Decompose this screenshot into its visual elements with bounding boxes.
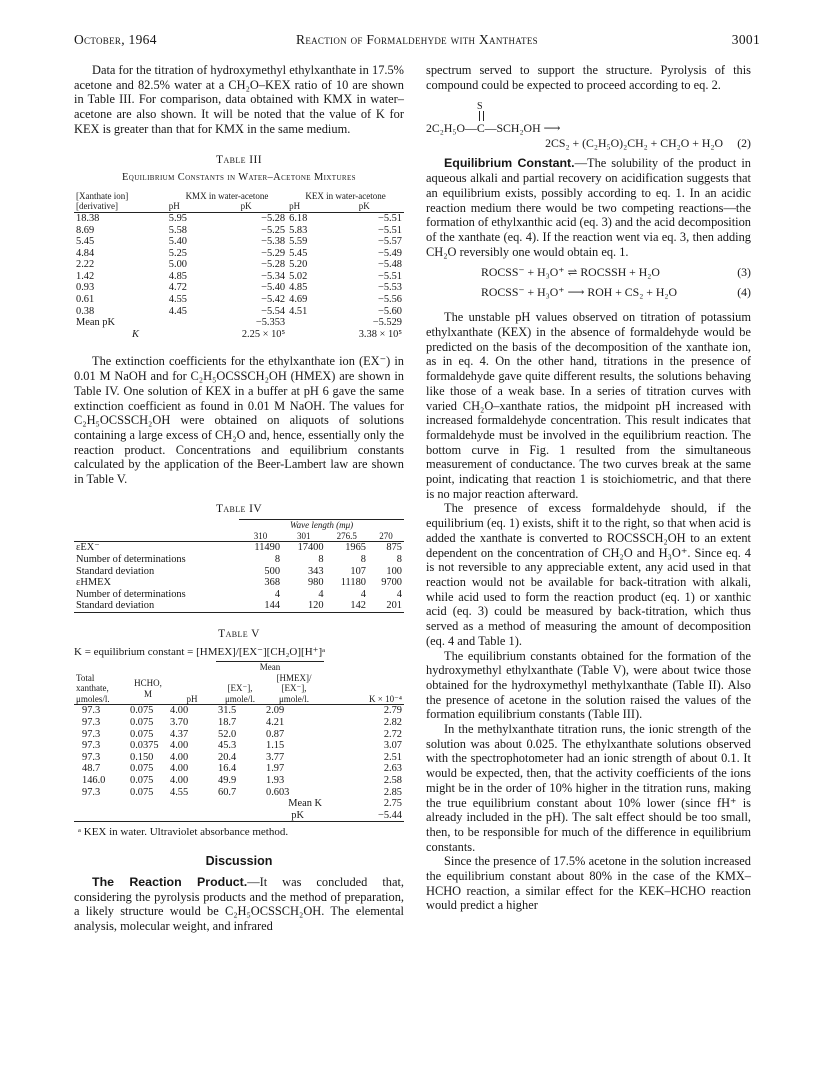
table-3-cell: −5.57 [377,236,402,248]
equation-2 [426,100,751,152]
table-5-cell: 0.603 [266,786,290,798]
table-3-cell: 5.58 [168,224,187,236]
table-3-cell: 5.02 [289,270,308,282]
table-5-meank: 2.75 [383,798,402,810]
table-4-cell: 9700 [381,577,402,589]
table-5-cell: 97.3 [82,728,101,740]
table-5-cell: 0.87 [266,728,285,740]
table-5-grid [74,661,404,822]
table-5 [74,627,404,840]
equation-2-line2: 2CS₂ + (C₂H₅O)₂CH₂ + CH₂O + H₂O [545,136,723,151]
table-5-cell: 1.97 [266,763,285,775]
table-3-cell: −5.28 [261,212,286,224]
table-5-cell: 2.58 [383,775,402,787]
table-5-cell: 2.82 [383,717,402,729]
table-4-wavelength-head: Wave length (mμ) [239,520,404,531]
table-3-kex-head: KEX in water-acetone [305,190,386,201]
table-5-row [74,717,404,729]
table-4-title: Table IV [215,502,263,515]
table-3-cell: −5.34 [261,270,286,282]
equilibrium-text: —The solubility of the product in aqueous alkali and partial recovery on acidification suggests that an equilibrium exists, possibly according to eq. 1. In an acidic reaction medium there would be two competing reactions—the formation of ethylxanthic acid (eq. 3) and the acid decomposition of the xanthate (eq. 4). If the reaction went via eq. 3, then adding CH₂O reversibly one would obtain eq. 1. [426,156,751,259]
table-5-ex-head: [EX⁻], μmole/l. [224,683,256,704]
table-5-cell: 97.3 [82,740,101,752]
table-3-cell: −5.54 [261,305,286,317]
table-3-cell: 4.85 [168,270,187,282]
table-3-cell: 5.45 [76,236,95,248]
equation-4 [426,285,751,301]
table-4-row [74,600,404,612]
table-3-title: Table III [216,153,262,166]
table-5-definition: K = equilibrium constant = [HMEX]/[EX⁻][CH₂O][H⁺]ᵃ [74,645,326,658]
table-4-row [74,542,404,554]
table-5-cell: 45.3 [218,740,237,752]
paragraph-extinction: The extinction coefficients for the ethylxanthate ion (EX⁻) in 0.01 M NaOH and for C₂H₅OCSSCH₂OH (HMEX) are shown in Table IV. One solution of KEX in a buffer at pH 6 gave the same extinction coefficient as found in 0.01 M NaOH. The values for C₂H₅OCSSCH₂OH were obtained on aliquots of solutions containing a large excess of CH₂O and, hence, essentially only the reaction product. Concentrations and equilibrium constants calculated by the application of the Beer-Lambert law are shown in Table V. [74,354,404,487]
table-3-derivative-head: [derivative] [76,201,118,212]
table-3-row [74,306,404,318]
table-4-row [74,554,404,566]
table-3-cell: −5.42 [261,294,286,306]
table-5-cell: 2.85 [383,786,402,798]
table-5-row [74,705,404,717]
table-4-cell: 500 [264,565,281,577]
table-4-cell: 8 [318,554,324,566]
table-3-cell: 5.95 [168,212,187,224]
discussion-heading: Discussion [205,854,273,869]
table-4-cell: 343 [307,565,324,577]
table-3-cell: 4.69 [289,294,308,306]
table-3-cell: 2.22 [76,259,95,271]
table-3-k-kex: 3.38 × 10⁵ [358,328,402,340]
table-5-cell: 97.3 [82,751,101,763]
table-3-row [74,248,404,260]
table-3-row [74,212,404,224]
table-4-cell: 8 [396,554,402,566]
paragraph-reaction-product [74,875,404,934]
reaction-product-run-in: The Reaction Product. [92,874,248,889]
paragraph-unstable-ph: The unstable pH values observed on titration of potassium ethylxanthate (KEX) in the absence of formaldehyde would be predicted on the basis of the decomposition of the xanthate ion, as in eq. 4. On the other hand, titrations in the presence of formaldehyde gave quite different results, the solutions behaving like those of a weak base. In a series of titration curves with varied CH₂O–xanthate ratios, the midpoint pH increased with increased formaldehyde concentration. This result indicates that formaldehyde must be involved in the equilibrium reaction. The bottom curve in Fig. 1 resulted from the simultaneous measurement of conductance. The two curves break at the same point, indicating that reaction 1 is stoichiometric, and that there is no major reaction afterward. [426,310,751,501]
table-5-cell: 0.075 [130,786,154,798]
table-3-cell: 5.83 [289,224,308,236]
left-column [74,63,404,934]
table-3-mean-label: Mean pK [76,317,115,329]
table-3-cell: 4.55 [168,294,187,306]
table-5-pk: −5.44 [377,809,402,821]
table-4-cell: 8 [274,554,281,566]
table-5-cell: 146.0 [82,775,106,787]
table-4-cell: 107 [350,565,366,577]
table-5-row [74,752,404,764]
table-5-cell: 4.21 [266,717,285,729]
table-4-cell: 4 [396,588,402,600]
equation-3-number: (3) [737,265,751,280]
table-5-row [74,775,404,787]
table-5-cell: 2.09 [266,705,285,717]
table-3-kmx-head: KMX in water-acetone [185,190,269,201]
table-5-meank-label: Mean K [288,798,322,810]
table-3-cell: 5.45 [289,247,308,259]
page-number: 3001 [731,32,760,47]
table-5-cell: 1.15 [266,740,285,752]
table-4-cell: 980 [307,577,324,589]
table-3-cell: 18.38 [76,212,100,224]
table-3-cell: −5.38 [261,236,286,248]
table-5-ph-head: pH [186,693,198,704]
table-4-row-label: Number of determinations [76,554,186,566]
equation-4-number: (4) [737,285,751,300]
table-3-row [74,271,404,283]
table-5-cell: 0.075 [130,728,154,740]
table-3-ph-head: pH [168,201,180,212]
table-3-ratio-head: [Xanthate ion] [76,190,129,201]
table-5-cell: 3.70 [170,717,189,729]
table-5-cell: 1.93 [266,775,285,787]
table-4-cell: 1965 [345,542,366,554]
equation-3 [426,265,751,281]
table-3-cell: 4.72 [168,282,187,294]
table-3-cell: 5.25 [168,247,187,259]
table-5-cell: 0.075 [130,705,154,717]
table-5-k-head: K × 10⁻⁴ [369,693,402,704]
table-3-cell: −5.49 [377,247,402,259]
table-3-cell: −5.40 [261,282,286,294]
table-3-cell: −5.28 [261,259,286,271]
table-3-row [74,282,404,294]
table-4-cell: 100 [386,565,402,577]
table-3-cell: 0.93 [76,282,95,294]
table-3-cell: −5.29 [261,247,286,259]
table-3-cell: 4.85 [289,282,308,294]
table-4-row-label: εHMEX [76,577,111,589]
table-5-cell: 97.3 [82,705,101,717]
table-4-row-label: εEX⁻ [76,542,100,554]
table-5-cell: 2.63 [383,763,402,775]
table-4-row [74,589,404,601]
table-3-row [74,294,404,306]
header-title: Reaction of Formaldehyde with Xanthates [296,32,538,47]
table-3-cell: −5.51 [377,212,402,224]
table-3-pk-head: pK [240,201,252,212]
table-3-cell: −5.60 [377,305,402,317]
table-4-cell: 142 [350,600,366,612]
table-4-row-label: Number of determinations [76,588,186,600]
paragraph-equilibrium-constant [426,156,751,259]
table-3-cell: 0.61 [76,294,95,306]
table-5-cell: 4.00 [170,763,189,775]
table-5-cell: 48.7 [82,763,101,775]
paragraph-table3-intro: Data for the titration of hydroxymethyl ethylxanthate in 17.5% acetone and 82.5% water at a CH₂O–KEX ratio of 10 are shown in Table III. For comparison, data obtained with KMX in water–acetone are also shown. It will be noted that the value of K for KEX is greater than that for KMX in the same medium. [74,63,404,136]
table-4-cell: 17400 [297,542,324,554]
table-3-cell: −5.51 [377,224,402,236]
table-3-cell: 4.51 [289,305,308,317]
table-5-pk-label: pK [291,809,304,821]
table-3-row [74,236,404,248]
paragraph-pyrolysis: spectrum served to support the structure. Pyrolysis of this compound could be expected to proceed according to eq. 2. [426,63,751,92]
paragraph-equilibrium-values: The equilibrium constants obtained for the formation of the hydroxymethyl ethylxanthate (Table V), were about twice those obtained for the hydroxymethyl methylxanthate (Table II). Also the presence of acetone in the solution raised the values of the formation equilibrium constants (Table III). [426,648,751,722]
table-5-total-head: Total xanthate, μmoles/l. [76,672,110,704]
table-5-cell: 2.79 [383,705,402,717]
table-3-k-kmx: 2.25 × 10⁵ [241,328,286,340]
table-5-cell: 0.075 [130,717,154,729]
table-3 [74,153,404,341]
table-4-row [74,577,404,589]
table-4-wavelength: 301 [297,530,311,541]
table-5-cell: 4.55 [170,786,189,798]
table-5-cell: 3.77 [266,751,285,763]
table-4 [74,502,404,613]
table-5-cell: 4.00 [170,775,189,787]
table-4-cell: 4 [274,588,281,600]
table-3-cell: 5.40 [168,236,187,248]
table-5-cell: 0.150 [130,751,154,763]
header-date: October, 1964 [74,32,157,47]
table-5-cell: 4.37 [170,728,189,740]
table-4-cell: 144 [264,600,281,612]
paragraph-acetone-effect: Since the presence of 17.5% acetone in the solution increased the equilibrium constant about 80% in the case of the KMX–HCHO reaction, a similar effect for the KEK–HCHO reaction would predict a higher [426,854,751,913]
table-3-grid [74,189,404,341]
table-5-cell: 4.00 [170,705,189,717]
table-5-footnote: ᵃ KEX in water. Ultraviolet absorbance method. [78,826,289,839]
table-3-cell: 5.00 [168,259,187,271]
table-4-cell: 120 [307,600,324,612]
table-5-cell: 16.4 [218,763,237,775]
equation-2-sulfur: S [477,101,483,113]
table-3-ph-head: pH [289,201,301,212]
table-3-pk-head: pK [358,201,370,212]
table-3-cell: −5.51 [377,270,402,282]
table-4-wavelength: 270 [379,530,393,541]
table-4-cell: 4 [318,588,324,600]
table-4-row-label: Standard deviation [76,600,155,612]
table-3-cell: 5.59 [289,236,308,248]
table-3-cell: −5.56 [377,294,402,306]
table-5-cell: 52.0 [218,728,237,740]
reaction-product-text: —It was concluded that, considering the pyrolysis products and the method of preparation, a likely structure would be C₂H₅OCSSCH₂OH. The elemental analysis, molecular weight, and infrared [74,874,404,933]
table-3-k-label: K [132,328,139,340]
table-5-cell: 20.4 [218,751,237,763]
table-5-hcho-head: HCHO, M [134,678,162,699]
table-3-cell: 0.38 [76,305,95,317]
table-5-cell: 49.9 [218,775,237,787]
equation-2-number: (2) [737,136,751,151]
table-3-mean-kex: −5.529 [372,317,402,329]
table-5-cell: 0.0375 [130,740,159,752]
table-3-cell: 4.84 [76,247,95,259]
table-5-cell: 4.00 [170,740,189,752]
table-5-row [74,763,404,775]
table-4-cell: 8 [360,554,366,566]
table-5-mean-head: Mean [216,662,324,673]
table-5-cell: 2.72 [383,728,402,740]
table-5-cell: 2.51 [383,751,402,763]
table-3-cell: 8.69 [76,224,95,236]
table-5-cell: 60.7 [218,786,237,798]
table-4-row-label: Standard deviation [76,565,155,577]
table-3-cell: −5.53 [377,282,402,294]
table-4-cell: 875 [386,542,402,554]
table-4-cell: 4 [360,588,366,600]
table-4-cell: 368 [264,577,281,589]
equation-2-double-bond [479,111,484,121]
table-5-cell: 0.075 [130,763,154,775]
table-3-cell: 1.42 [76,270,95,282]
table-4-wavelength: 276.5 [336,530,357,541]
table-4-grid [74,519,404,613]
table-4-wavelength: 310 [253,530,268,541]
equation-2-line1: 2C₂H₅O—C—SCH₂OH ⟶ [426,121,561,136]
paragraph-excess-formaldehyde: The presence of excess formaldehyde should, if the equilibrium (eq. 1) exists, shift it to the right, so that when acid is added the xanthate is converted to ROCSSCH₂OH to an extent dependent on the concentration of CH₂O and H₃O⁺. Since eq. 4 is not reversible to any appreciable extent, any acid used in that reaction would not be available for back-titration with alkali, while acid used to form the reaction product (eq. 1) or xanthic acid (eq. 3) could be measured by back-titration, which thus served as a method of measuring the amount of decomposition (eq. 4 and Table 1). [426,501,751,648]
table-5-row [74,787,404,799]
table-5-cell: 4.00 [170,751,189,763]
equation-3-text: ROCSS⁻ + H₃O⁺ ⇌ ROCSSH + H₂O [481,265,660,280]
table-3-row [74,225,404,237]
equation-4-text: ROCSS⁻ + H₃O⁺ ⟶ ROH + CS₂ + H₂O [481,285,678,300]
paragraph-ionic-strength: In the methylxanthate titration runs, the ionic strength of the solution was about 0.025. The ethylxanthate solutions observed with the spectrophotometer had an ionic strength of about 0.1. It would be expected, then, that the activity coefficients of the ions might be in the order of 10% higher in the titration runs, making the true equilibrium constant about 10% lower (since fH⁺ is already included in the pH). The salt effect should be too small, then, to be responsible for much of the difference in equilibrium constants. [426,722,751,854]
table-5-cell: 18.7 [218,717,237,729]
table-4-cell: 201 [386,600,402,612]
table-3-cell: −5.48 [377,259,402,271]
right-column [426,63,751,913]
table-5-cell: 97.3 [82,717,101,729]
table-5-cell: 0.075 [130,775,154,787]
table-5-cell: 3.07 [383,740,402,752]
table-3-cell: −5.25 [261,224,286,236]
table-3-cell: 6.18 [289,212,308,224]
table-5-cell: 97.3 [82,786,101,798]
equilibrium-run-in: Equilibrium Constant. [444,156,575,171]
table-3-row [74,259,404,271]
table-3-mean-kmx: −5.353 [255,317,286,329]
table-3-cell: 5.20 [289,259,308,271]
table-5-cell: 31.5 [218,705,237,717]
table-5-row [74,729,404,741]
table-5-hmex-head: [HMEX]/ [EX⁻], μmole/l. [276,672,312,704]
table-3-subtitle: Equilibrium Constants in Water–Acetone Mixtures [122,172,356,184]
table-4-cell: 11180 [340,577,366,589]
table-5-row [74,740,404,752]
table-4-cell: 11490 [254,542,281,554]
table-3-cell: 4.45 [168,305,187,317]
table-4-row [74,566,404,578]
table-5-title: Table V [218,628,260,641]
